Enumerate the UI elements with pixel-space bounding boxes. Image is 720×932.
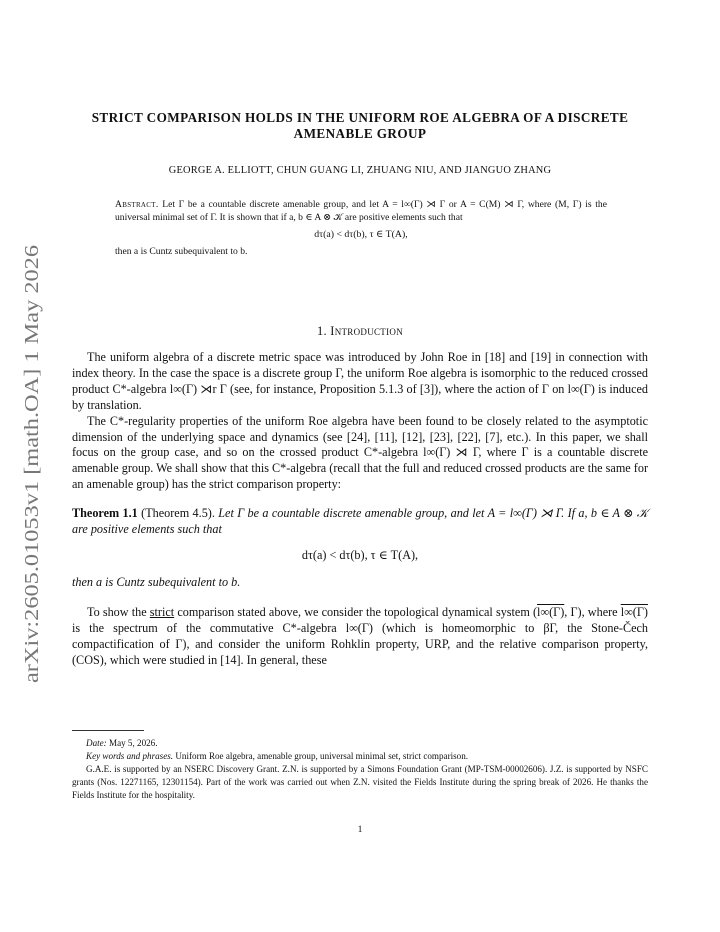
closing-text-4: is the spectrum of the commutative C*-algebra l∞(Γ) (which is homeomorphic to βΓ, the Stone-Čech compactification of Γ), and consider the uniform Rohklin property, URP, and the relative comparison property, (COS), which were studied in [14]. In general, these: [72, 620, 648, 667]
paragraph-3: [72, 605, 648, 669]
paragraph-2: The C*-regularity properties of the uniform Roe algebra have been found to be closely related to the asymptotic dimension of the underlying space and dynamics (see [24], [11], [12], [23], [22], [7], etc.). In this paper, we shall focus on the group case, and so on the crossed product C*-algebra l∞(Γ) ⋊ Γ, where Γ is a countable discrete amenable group. We shall show that this C*-algebra (recall that the full and reduced crossed products are the same for an amenable group) has the strict comparison property:: [72, 413, 648, 492]
theorem-ref: (Theorem 4.5).: [141, 506, 215, 521]
closing-text-1: To show the: [87, 604, 147, 619]
closing-text-2: comparison stated above, we consider the topological dynamical system (: [177, 604, 538, 619]
arxiv-identifier-text: arXiv:2605.01053v1 [math.OA] 1 May 2026: [21, 314, 43, 683]
date-label: Date:: [86, 738, 107, 748]
date-value: May 5, 2026.: [106, 738, 158, 748]
section-heading: [72, 324, 648, 339]
abstract-equation: dτ(a) < dτ(b), τ ∈ T(A),: [314, 229, 408, 240]
footnote-date: [72, 737, 648, 750]
section-title: Introduction: [330, 324, 404, 338]
abstract-conclusion: then a is Cuntz subequivalent to b.: [115, 246, 248, 257]
paper-title: STRICT COMPARISON HOLDS IN THE UNIFORM ROE ALGEBRA OF A DISCRETE AMENABLE GROUP: [91, 110, 629, 141]
paragraph-1: The uniform algebra of a discrete metric space was introduced by John Roe in [18] and [19] in connection with index theory. In the case the space is a discrete group Γ, the uniform Roe algebra is isomorphic to the reduced crossed product C*-algebra l∞(Γ) ⋊r Γ (see, for instance, Proposition 5.1.3 of [3]), where the action of Γ on l∞(Γ) is induced by translation.: [72, 350, 648, 412]
theorem-conclusion: then a is Cuntz subequivalent to b.: [72, 574, 241, 589]
closing-underlined-word: strict: [149, 604, 175, 619]
footnote-funding: G.A.E. is supported by an NSERC Discovery Grant. Z.N. is supported by a Simons Foundation Grant (MP-TSM-00002606). J.Z. is supported by NSFC grants (Nos. 12271165, 12301154). Part of the work was carried out when Z.N. visited the Fields Institute during the spring break of 2026. He thanks the Fields Institute for the hospitality.: [72, 763, 648, 800]
arxiv-identifier: [8, 245, 48, 685]
footnote-keywords: [72, 750, 648, 763]
page-number: 1: [357, 824, 363, 835]
main-text: [72, 350, 648, 668]
footnote-rule: [72, 730, 144, 731]
footnotes: [72, 737, 648, 802]
author-list: GEORGE A. ELLIOTT, CHUN GUANG LI, ZHUANG NIU, AND JIANGUO ZHANG: [168, 165, 552, 176]
spectrum-symbol: l∞(Γ): [537, 604, 565, 619]
spectrum-symbol-2: l∞(Γ): [620, 604, 648, 619]
keywords-label: Key words and phrases.: [86, 750, 174, 761]
theorem-equation: dτ(a) < dτ(b), τ ∈ T(A),: [301, 547, 419, 562]
theorem-1-1: [72, 506, 648, 538]
theorem-statement: Let Γ be a countable discrete amenable group, and let A = l∞(Γ) ⋊ Γ. If a, b ∈ A ⊗ 𝒦 are positive elements such that: [72, 506, 649, 537]
theorem-head: Theorem 1.1: [72, 506, 138, 521]
abstract: [115, 198, 607, 258]
keywords-value: Uniform Roe algebra, amenable group, universal minimal set, strict comparison.: [173, 750, 469, 761]
abstract-label: Abstract.: [115, 199, 159, 210]
section-number: 1.: [316, 324, 327, 338]
closing-text-3: , Γ), where: [564, 604, 621, 619]
abstract-text: Let Γ be a countable discrete amenable group, and let A = l∞(Γ) ⋊ Γ or A = C(M) ⋊ Γ, where (M, Γ) is the universal minimal set of Γ. It is shown that if a, b ∈ A ⊗ 𝒦 are positive elements such that: [115, 199, 607, 223]
